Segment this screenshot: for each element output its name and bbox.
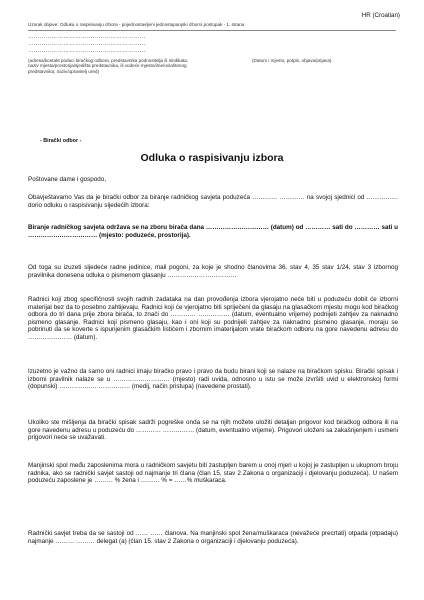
document-heading: Odluka o raspisivanju izbora: [140, 152, 284, 164]
header-note: Uzorak objave: Odluka o raspisivanju izbora - pojednostavljeni jednostupanjski izborni postupak - 1. strana: [28, 22, 245, 27]
paragraph-8: Radnički savjet treba da se sastoji od …… …… članova. Na manjinski spol žena/muškaraca (nevažeće precrtati) otpada (otpadaju) najmanje ……… ……… delegat (a) (član 15. stav 2 Zakona o organizaciji i djelovanju poduzeća).: [28, 530, 398, 545]
salutation: Poštovane dame i gospodo,: [28, 176, 107, 183]
paragraph-6: Ukoliko ste mišljenja da birački spisak sadrži pogreške onda se na njih možete uložiti detaljan prigovor kod biračkog odbora ili na gore navedenu adresu u poduzeću do ………… …………… (datum, eventualno vrijeme). Prigovori uloženi sa zakašnjenjem i usmeni prigovori neće se uvažavati.: [28, 419, 398, 442]
paragraph-5: Izuzetno je važno da samo oni radnici imaju biračko pravo i pravo da budu birani koji se nalaze na biračkom spisku. Birački spisak i izborni pravilnik nalaze se u ……………………… (mjesto) radi uvida, odnosno u istu se može izvršiti uvid u elektronskoj formi (dopunski) ……………… …………… (medij, način pristupa) (navedene prostati).: [28, 368, 398, 391]
committee-label: - Birački odbor -: [40, 138, 82, 144]
header-divider: [28, 30, 396, 31]
date-caption: (Datum i mjesto, potpis, objava/prijava): [252, 58, 332, 63]
paragraph-2-bold: Biranje radničkog savjeta održava se na zboru birača dana ………………………… (datum) od ………… sati do ………… sati u …………………………… (mjesto: poduzeće, prostorija).: [28, 224, 398, 239]
paragraph-1: Obavještavamo Vas da je birački odbor za biranje radničkog savjeta poduzeća ………… ………… na svojoj sjednici od …………… dorio odluku o raspisivanju sljedećih izbora:: [28, 194, 398, 209]
paragraph-4: Radnici koji zbog specifičnosti svojih radnih zadataka na dan provođenja izbora vjerojatno neće biti u poduzeću dobit će izborni materijal bez da to posebno zahtijevaju. Radnici koji će vjerojatno biti spriječeni da glasaju na glasačkom mjestu mogu kod biračkog odbora do tri dana prije zbora birača, to znači do ………… …………… (datum, eventualno vrijeme) podnijeti zahtjev za naknadno pismeno glasanje. Radnici koji pismeno glasaju, kao i oni koji su podnijeli zahtjev za naknadno pismeno glasanje, moraju se pobrinuti da se koverte s ispunjenim glasačkim listićem i zbornim imaterijalom vrate biračkom odboru na gore navedenu adresu do ………………… (datum).: [28, 296, 398, 341]
sender-line-2: ……………………………………………………: [28, 41, 146, 47]
paragraph-3: Od toga su izuzeti sljedeće radne jedinice, mali pogoni, za koje je shodno članovima 36. stav 4, 35 stav 1/24, stav 3 izbornog pravilnika donesena odluka o pismenom glasanju ……………………………: [28, 264, 398, 279]
sender-line-1: ……………………………………………………: [28, 34, 146, 40]
language-tag: HR (Croatian): [361, 12, 400, 19]
sender-line-3: ……………………………………………………: [28, 48, 146, 54]
paragraph-7: Manjinski spol među zaposlenima mora u radničkom savjetu biti zastupljen barem u onoj mjeri u kojoj je zastupljen u ukupnom broju radnika, ako se radnički savjet sastoji od najmanje tri člana (član 15, stav 2 Zakona o organizaciji i djelovanju poduzeća). U našem poduzeću zaposlene je ……… % žena i ……… % = ……% muškaraca.: [28, 462, 398, 485]
sender-caption: (adresa/kontakt podaci biračkog odbora, predstavnika podnositelja ili sindikata; naziv mjesta/prostorija/sjedišta predstavnika, ili vodeće mjesto/ime/ovlaštenog predstavnika; naziv/upravitelj ured): [28, 58, 189, 74]
